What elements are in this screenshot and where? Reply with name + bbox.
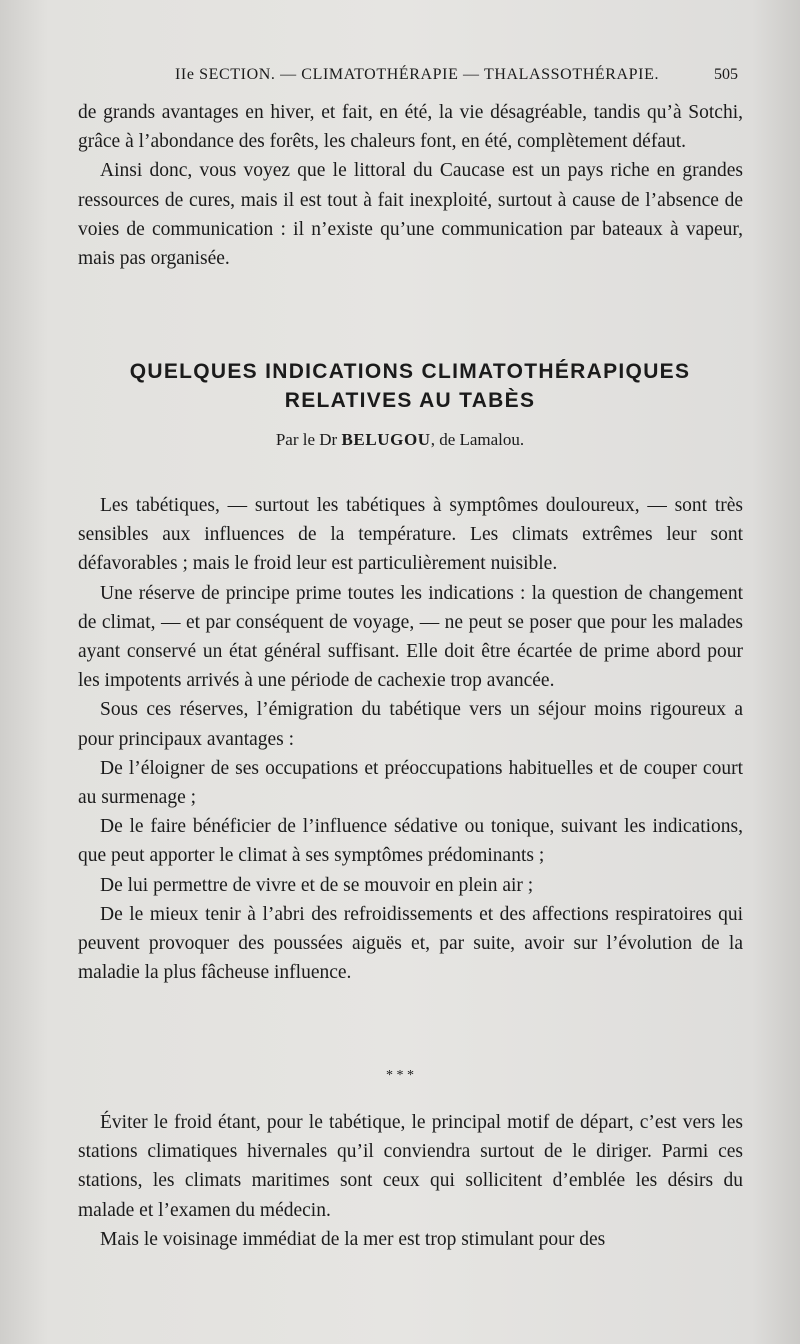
byline xyxy=(0,430,800,450)
article-title-line-2: RELATIVES AU TABÈS xyxy=(284,389,536,412)
section-title: IIe SECTION. — CLIMATOTHÉRAPIE — THALASSOTHÉRAPIE. xyxy=(175,66,660,83)
paragraph: Ainsi donc, vous voyez que le littoral du Caucase est un pays riche en grandes ressources de cures, mais il est tout à fait inexploité, surtout à cause de l’absence de voies de communication : il n’existe qu’une communication par bateaux à vapeur, mais pas organisée. xyxy=(78,160,743,270)
paragraph: De le faire bénéficier de l’influence sédative ou tonique, suivant les indications, que peut apporter le climat à ses symptômes prédominants ; xyxy=(78,816,743,867)
section-separator: * * * xyxy=(386,1068,414,1083)
running-header xyxy=(0,66,800,96)
article-body-continued xyxy=(78,1108,743,1254)
byline-prefix: Par le Dr xyxy=(275,430,338,449)
article-title-line-1: QUELQUES INDICATIONS CLIMATOTHÉRAPIQUES xyxy=(129,360,691,383)
page-number: 505 xyxy=(714,66,738,83)
paragraph: Éviter le froid étant, pour le tabétique, le principal motif de départ, c’est vers les stations climatiques hivernales qu’il conviendra surtout de le diriger. Parmi ces stations, les climats maritimes sont ceux qui sollicitent d’emblée les désirs du malade et l’examen du médecin. xyxy=(78,1112,743,1221)
paragraph: de grands avantages en hiver, et fait, en été, la vie désagréable, tandis qu’à Sotchi, grâce à l’abondance des forêts, les chaleurs font, en été, complètement défaut. xyxy=(78,102,743,153)
intro-text xyxy=(78,98,743,273)
paragraph: Sous ces réserves, l’émigration du tabétique vers un séjour moins rigoureux a pour principaux avantages : xyxy=(78,699,743,750)
byline-suffix: , de Lamalou. xyxy=(430,430,525,449)
paragraph: De l’éloigner de ses occupations et préoccupations habituelles et de couper court au surmenage ; xyxy=(78,757,743,809)
article-body xyxy=(78,491,743,987)
author-name: BELUGOU xyxy=(341,430,431,449)
paragraph: Une réserve de principe prime toutes les indications : la question de changement de climat, — et par conséquent de voyage, — ne peut se poser que pour les malades ayant conservé un état général suffisant. Elle doit être écartée de prime abord pour les impotents arrivés à une période de cachexie trop avancée. xyxy=(78,582,743,692)
paragraph: Les tabétiques, — surtout les tabétiques à symptômes douloureux, — sont très sensibles aux influences de la température. Les climats extrêmes leur sont défavorables ; mais le froid leur est particulièrement nuisible. xyxy=(78,495,743,575)
paragraph: De le mieux tenir à l’abri des refroidissements et des affections respiratoires qui peuvent provoquer des poussées aiguës et, par suite, avoir sur l’évolution de la maladie la plus fâcheuse influence. xyxy=(78,903,743,984)
paragraph: De lui permettre de vivre et de se mouvoir en plein air ; xyxy=(100,874,534,896)
paragraph: Mais le voisinage immédiat de la mer est trop stimulant pour des xyxy=(100,1228,606,1250)
